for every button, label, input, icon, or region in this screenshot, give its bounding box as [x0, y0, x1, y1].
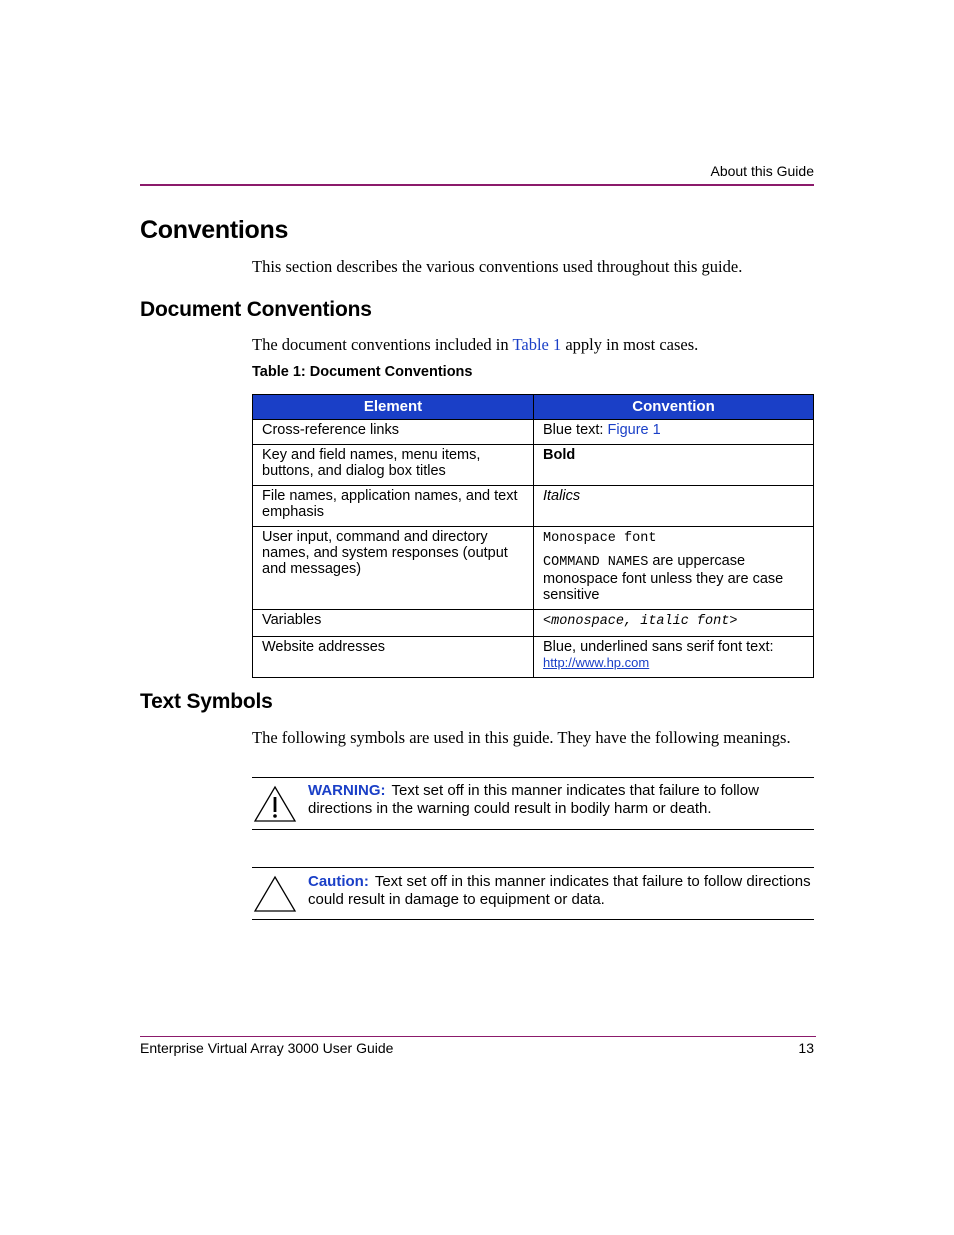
hp-url-link[interactable]: http://www.hp.com — [543, 655, 650, 670]
conventions-table — [252, 394, 814, 678]
element-cell: Variables — [253, 610, 534, 637]
table-row — [253, 527, 814, 610]
caution-note: Caution: Text set off in this manner indicates that failure to follow directions could result in damage to equipment or data. — [308, 873, 811, 908]
element-cell: Cross-reference links — [253, 420, 534, 445]
table-row — [253, 610, 814, 637]
convention-cell: <monospace, italic font> — [534, 610, 814, 637]
caution-top-rule — [252, 867, 814, 868]
table-caption: Table 1: Document Conventions — [252, 364, 473, 380]
running-head: About this Guide — [710, 163, 814, 179]
header-rule — [140, 184, 814, 186]
conventions-intro: This section describes the various conventions used throughout this guide. — [252, 257, 743, 276]
convention-cell: Blue, underlined sans serif font text: http://www.hp.com — [534, 637, 814, 678]
text-symbols-intro: The following symbols are used in this guide. They have the following meanings. — [252, 728, 791, 747]
warning-note: WARNING: Text set off in this manner indicates that failure to follow directions in the warning could result in bodily harm or death. — [308, 782, 759, 817]
table-header-convention: Convention — [534, 395, 814, 420]
element-cell: Key and field names, menu items, buttons, and dialog box titles — [253, 445, 534, 486]
text-symbols-heading: Text Symbols — [140, 690, 273, 713]
convention-cell: Monospace font COMMAND NAMES are uppercase monospace font unless they are case sensitive — [534, 527, 814, 610]
document-conventions-heading: Document Conventions — [140, 298, 372, 321]
table-row — [253, 637, 814, 678]
table-row — [253, 445, 814, 486]
table-header-element: Element — [253, 395, 534, 420]
caution-bottom-rule — [252, 919, 814, 920]
table-1-link[interactable]: Table 1 — [512, 335, 562, 354]
warning-bottom-rule — [252, 829, 814, 830]
warning-triangle-icon — [253, 785, 297, 828]
convention-cell: Italics — [534, 486, 814, 527]
footer-rule — [140, 1036, 816, 1037]
element-cell: User input, command and directory names, and system responses (output and messages) — [253, 527, 534, 610]
footer-title: Enterprise Virtual Array 3000 User Guide — [140, 1040, 394, 1056]
table-row — [253, 420, 814, 445]
warning-top-rule — [252, 777, 814, 778]
element-cell: Website addresses — [253, 637, 534, 678]
page-number: 13 — [798, 1040, 814, 1056]
caution-triangle-icon — [253, 875, 297, 918]
convention-cell: Blue text: Figure 1 — [534, 420, 814, 445]
convention-cell: Bold — [534, 445, 814, 486]
page-title: Conventions — [140, 216, 289, 244]
element-cell: File names, application names, and text emphasis — [253, 486, 534, 527]
document-conventions-text: The document conventions included in Table 1 apply in most cases. — [252, 335, 699, 354]
table-row — [253, 486, 814, 527]
figure-1-link[interactable]: Figure 1 — [607, 422, 661, 438]
